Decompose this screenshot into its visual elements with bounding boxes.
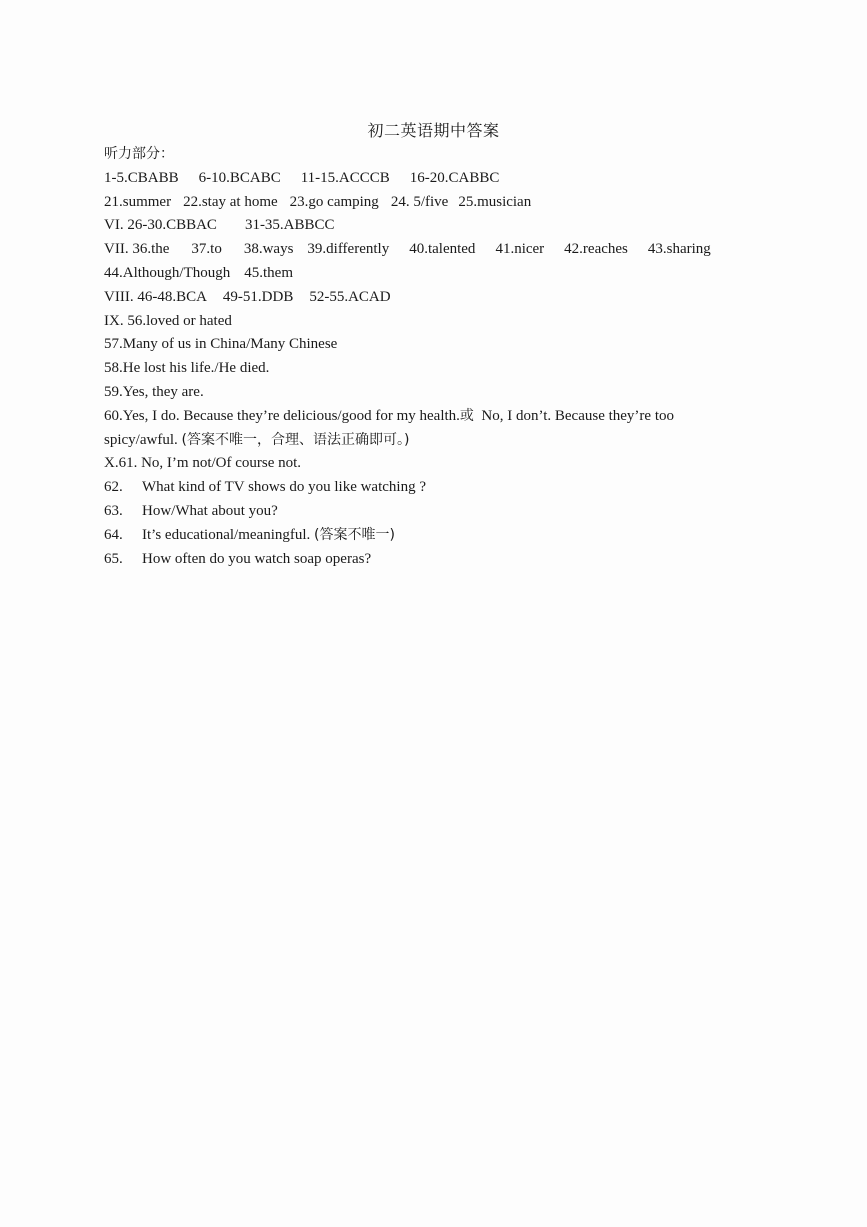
answer-item: 44.Although/Though [104,264,231,281]
answer-item: 39.differently [307,241,390,258]
answer-number: 63. [104,502,123,519]
answer-line-59: 59.Yes, they are. [104,383,204,400]
answer-item: 41.nicer [495,241,545,258]
answer-number: 65. [104,550,123,567]
answer-line-63 [104,500,784,524]
answer-line-62 [104,476,784,500]
answer-item: 11-15.ACCCB [300,169,390,186]
answer-line-section-vii-1 [104,238,784,262]
answer-item: 45.them [244,264,293,281]
answer-60-yes: 60.Yes, I do. Because they’re delicious/good for my health. [104,407,460,424]
answer-text: What kind of TV shows do you like watching ? [142,479,426,496]
answer-item: 16-20.CABBC [409,169,500,186]
answer-item: 22.stay at home [183,193,278,210]
answer-item: 43.sharing [647,241,711,258]
answer-60-note: (答案不唯一，合理、语法正确即可。) [181,431,410,448]
answer-item: 52-55.ACAD [309,288,391,305]
answer-item: 24. 5/five [390,193,449,210]
answer-line-56: IX. 56.loved or hated [104,312,232,329]
answer-line-listening-1 [104,167,784,191]
answer-item: 31-35.ABBCC [244,217,335,234]
answer-item: 38.ways [243,241,294,258]
answer-line-section-vi [104,214,784,238]
answer-line-57: 57.Many of us in China/Many Chinese [104,336,338,353]
page-title: 初二英语期中答案 [367,121,500,140]
answer-item: 6-10.BCABC [198,169,281,186]
answer-line-section-viii [104,286,784,310]
answer-line-61: X.61. No, I’m not/Of course not. [104,455,302,472]
answer-line-listening-2 [104,191,784,215]
answer-item: 40.talented [409,241,476,258]
answer-60-cont: spicy/awful. [104,431,182,448]
answer-number: 64. [104,526,123,543]
answer-line-65 [104,548,784,572]
answer-60-no: No, I don’t. Because they’re too [481,407,674,424]
listening-header: 听力部分： [104,146,174,162]
answer-item: 42.reaches [564,241,628,258]
answer-list [104,143,784,571]
answer-number: 62. [104,479,123,496]
answer-line-60 [104,405,769,453]
answer-64-note: (答案不唯一) [314,526,395,543]
answer-line-58: 58.He lost his life./He died. [104,360,270,377]
answer-text: It’s educational/meaningful. [142,526,315,543]
answer-item: 49-51.DDB [222,288,294,305]
answer-60-or: 或 [459,407,474,424]
answer-item: VIII. 46-48.BCA [104,288,207,305]
answer-item: 23.go camping [289,193,379,210]
answer-text: How/What about you? [142,502,278,519]
answer-line-64 [104,524,784,548]
answer-line-section-vii-2 [104,262,784,286]
answer-item: 1-5.CBABB [104,169,179,186]
answer-text: How often do you watch soap operas? [142,550,372,567]
answer-item: VII. 36.the [104,241,170,258]
answer-item: 21.summer [104,193,172,210]
answer-item: 37.to [191,241,222,258]
answer-item: VI. 26-30.CBBAC [104,217,217,234]
answer-item: 25.musician [458,193,532,210]
